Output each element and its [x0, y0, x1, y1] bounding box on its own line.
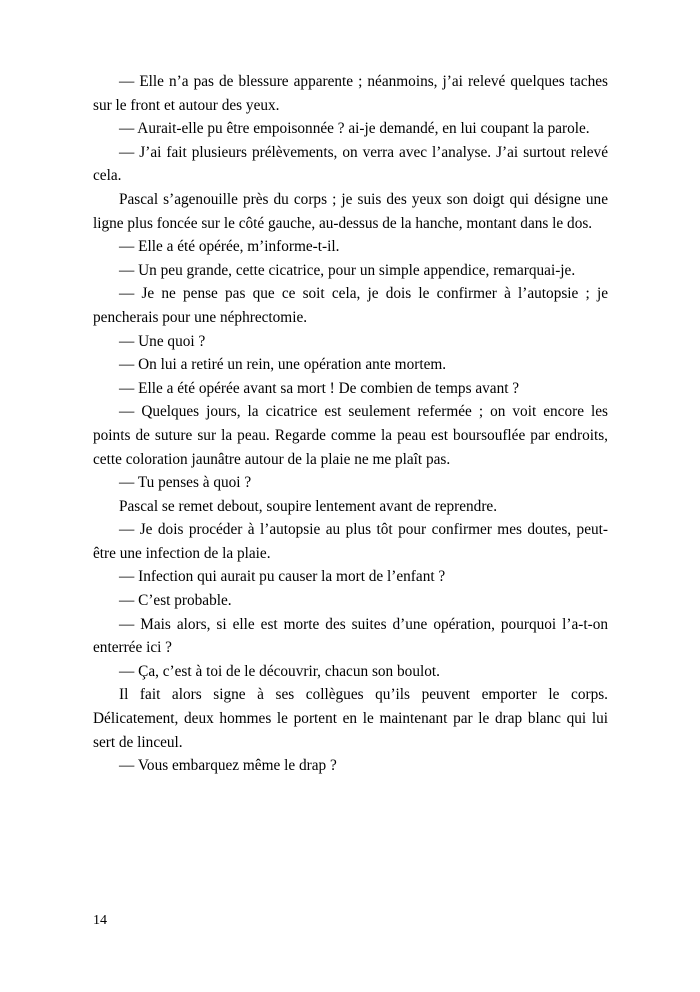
paragraph: Pascal se remet debout, soupire lentement avant de reprendre. — [119, 497, 498, 515]
paragraph: — Elle a été opérée, m’informe-t-il. — [119, 238, 340, 256]
paragraph: — J’ai fait plusieurs prélèvements, on verra avec l’analyse. J’ai surtout relevé cela. — [93, 143, 608, 185]
paragraph: — Elle n’a pas de blessure apparente ; néanmoins, j’ai relevé quelques taches sur le front et autour des yeux. — [93, 73, 608, 114]
paragraph: Il fait alors signe à ses collègues qu’ils peuvent emporter le corps. Délicatement, deux hommes le portent en le maintenant par le drap blanc qui lui sert de linceul. — [93, 686, 608, 751]
paragraph: — Une quoi ? — [119, 332, 206, 350]
paragraph: — On lui a retiré un rein, une opération ante mortem. — [119, 356, 447, 374]
paragraph: — Je ne pense pas que ce soit cela, je dois le confirmer à l’autopsie ; je pencherais pour une néphrectomie. — [93, 285, 608, 326]
page-number: 14 — [93, 913, 107, 928]
paragraph: — Vous embarquez même le drap ? — [119, 757, 337, 775]
paragraph: — Ça, c’est à toi de le découvrir, chacun son boulot. — [119, 662, 440, 680]
paragraph: — Je dois procéder à l’autopsie au plus tôt pour confirmer mes doutes, peut-être une infection de la plaie. — [93, 521, 608, 562]
paragraph: — Tu penses à quoi ? — [119, 474, 252, 492]
paragraph: — Aurait-elle pu être empoisonnée ? ai-je demandé, en lui coupant la parole. — [119, 120, 590, 138]
paragraph: — Elle a été opérée avant sa mort ! De combien de temps avant ? — [119, 379, 520, 397]
body-text — [93, 70, 608, 778]
paragraph: — Un peu grande, cette cicatrice, pour un simple appendice, remarquai-je. — [119, 261, 576, 279]
paragraph: Pascal s’agenouille près du corps ; je suis des yeux son doigt qui désigne une ligne plus foncée sur le côté gauche, au-dessus de la hanche, montant dans le dos. — [93, 190, 608, 232]
paragraph: — C’est probable. — [119, 592, 232, 610]
paragraph: — Infection qui aurait pu causer la mort de l’enfant ? — [119, 568, 446, 586]
paragraph: — Mais alors, si elle est morte des suites d’une opération, pourquoi l’a-t-on enterrée ici ? — [93, 615, 608, 657]
paragraph: — Quelques jours, la cicatrice est seulement refermée ; on voit encore les points de suture sur la peau. Regarde comme la peau est boursouflée par endroits, cette coloration jaunâtre autour de la plaie ne me plaît pas. — [93, 403, 608, 468]
